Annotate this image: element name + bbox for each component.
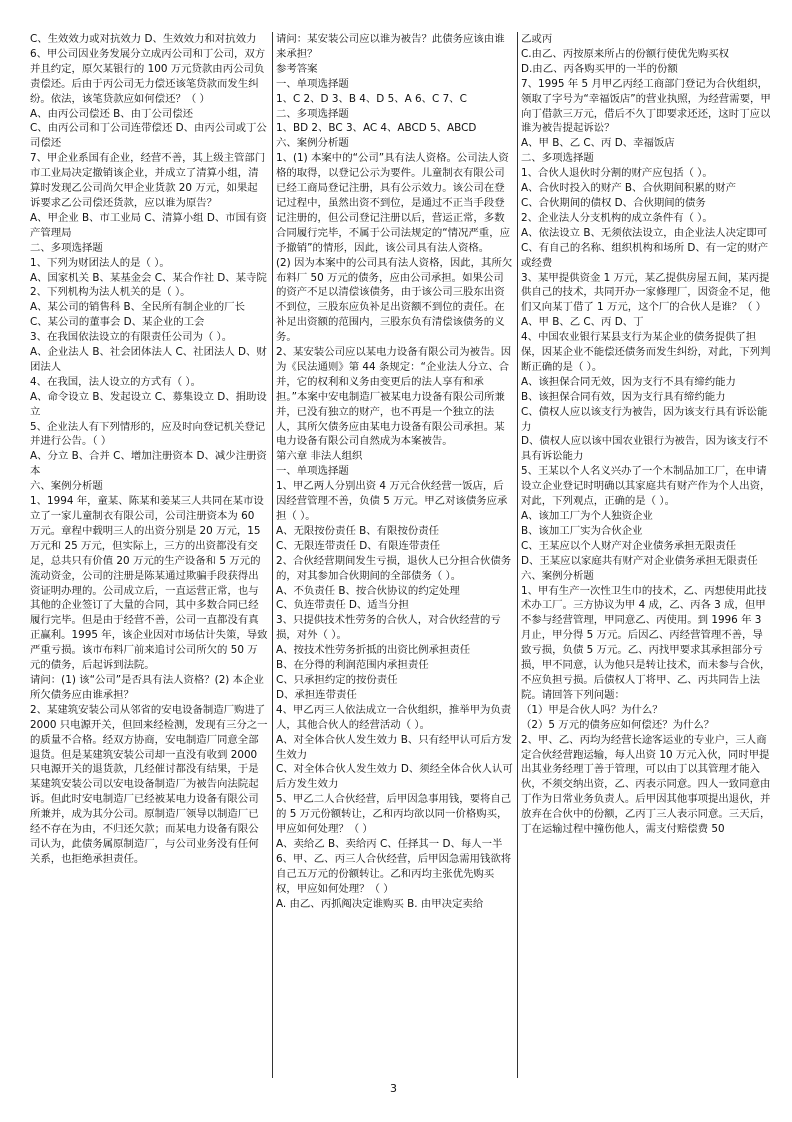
paragraph: 3、在我国依法设立的有限责任公司为（ ）。 xyxy=(30,331,233,344)
paragraph: A、无限按份责任 B、有限按份责任 xyxy=(276,524,440,537)
paragraph: 2、某安装公司应以某电力设备有限公司为被告。因为《民法通则》第 44 条规定：“企业法人分立、合并，它的权利和义务由变更后的法人享有和承担。”本案中安电制造厂被某电力设备有限公司所兼并，已没有独立的财产，也不再是一个独立的法人，其所欠债务应由某电力设备有限公司承担。某电力设备有限公司自然成为本案被告。 xyxy=(276,346,512,448)
paragraph: A. 由乙、丙抓阄决定谁购买 B. 由甲决定卖给 xyxy=(276,897,484,910)
paragraph: 1、BD 2、BC 3、AC 4、ABCD 5、ABCD xyxy=(276,122,477,135)
paragraph: A、某公司的销售科 B、全民所有制企业的厂长 xyxy=(30,301,245,314)
paragraph: 2、甲、乙、丙均为经营长途客运业的专业户，三人商定合伙经营跑运输，每人出资 10 万元入伙，同时甲提出其业务经理丁善于管理，可以由丁以其管理才能入伙，不须交纳出资，乙、丙表示同意。四人一致同意由丁作为日常业务负责人。后甲因其他事项提出退伙，并放弃在合伙中的份额，乙丙丁三人表示同意。三天后，丁在运输过程中撞伤他人，需支付赔偿费 50 xyxy=(521,733,771,836)
paragraph: 1、合伙人退伙时分割的财产应包括（ ）。 xyxy=(521,167,713,180)
paragraph: 第六章 非法人组织 xyxy=(276,450,363,463)
paragraph: 5、王某以个人名义兴办了一个木制品加工厂，在申请设立企业登记时明确以其家庭共有财产作为个人出资，对此，下列观点，正确的是（ ）。 xyxy=(521,465,771,508)
paragraph: C、生效效力或对抗效力 D、生效效力和对抗效力 xyxy=(30,33,257,45)
paragraph: 六、案例分析题 xyxy=(521,569,594,582)
page-number: 3 xyxy=(390,1082,397,1095)
paragraph: 2、某建筑安装公司从邻省的安电设备制造厂购进了 2000 只电源开关，但回来经检测，发现有三分之一的质量不合格。经双方协商，安电制造厂同意全部退货。但是某建筑安装公司却一直没有收到 2000 只电源开关的退货款，几经催讨都没有结果，于是某建筑安装公司以安电设备制造厂为被告向法院起诉。但此时安电制造厂已经被某电力设备有限公司所兼并，成为其分公司。原制造厂领导以制造厂已经不存在为由，不归还欠款；而某电力设备有限公司认为，此债务属原制造厂，与公司业务没有任何关系，也拒绝承担责任。 xyxy=(30,703,268,865)
paragraph: A、该担保合同无效，因为支行不具有缔约能力 xyxy=(521,375,736,388)
paragraph: A、不负责任 B、按合伙协议的约定处理 xyxy=(276,584,460,597)
paragraph: A、甲企业 B、市工业局 C、清算小组 D、市国有资产管理局 xyxy=(30,211,267,239)
paragraph: C、只承担约定的按份责任 xyxy=(276,673,398,686)
paragraph: A、由丙公司偿还 B、由丁公司偿还 xyxy=(30,107,194,120)
document-page xyxy=(30,32,770,1072)
paragraph: A、分立 B、合并 C、增加注册资本 D、减少注册资本 xyxy=(30,450,267,478)
paragraph: C、由丙公司和丁公司连带偿还 D、由丙公司或丁公司偿还 xyxy=(30,122,267,150)
paragraph: （1）甲是合伙人吗？为什么？ xyxy=(521,703,663,716)
paragraph: A、国家机关 B、某基金会 C、某合作社 D、某寺院 xyxy=(30,271,267,284)
paragraph: 5、企业法人有下列情形的，应及时向登记机关登记并进行公告。（ ） xyxy=(30,420,266,448)
paragraph: 1、1994 年，童某、陈某和姜某三人共同在某市设立了一家儿童制衣有限公司，公司注册资本为 60 万元。章程中载明三人的出资分别是 20 万元，15 万元和 25 万元，但实际上，三方的出资都没有交足，总共只有价值 20 万元的生产设备和 5 万元的流动资金，公司的注册是陈某通过欺骗手段获得出资证明办理的。公司成立后，一直运营正常，也与其他的企业签订了大量的合同，其中多数合同已经履行完毕。但是由于经营不善，公司一直都没有真正赢利。1995 年，该企业因对市场估计失策，导致严重亏损。该市布料厂前来追讨公司所欠的 50 万元的债务，后起诉到法院。 xyxy=(30,495,268,672)
paragraph: 乙或丙 xyxy=(521,33,553,45)
paragraph: 二、多项选择题 xyxy=(30,241,103,254)
paragraph: 一、单项选择题 xyxy=(276,77,349,90)
paragraph: A、该加工厂为个人独资企业 xyxy=(521,510,653,522)
paragraph: 二、多项选择题 xyxy=(276,107,349,120)
paragraph: A、企业法人 B、社会团体法人 C、社团法人 D、财团法人 xyxy=(30,346,267,373)
paragraph: A、合伙时投入的财产 B、合伙期间积累的财产 xyxy=(521,182,736,195)
column-divider xyxy=(272,32,273,1078)
paragraph: 4、在我国，法人设立的方式有（ ）。 xyxy=(30,375,201,388)
paragraph: A、甲 B、乙 C、丙 D、丁 xyxy=(521,316,644,329)
paragraph: B、该加工厂实为合伙企业 xyxy=(521,524,643,537)
paragraph: （2）5 万元的债务应如何偿还？为什么？ xyxy=(521,718,715,731)
paragraph: C、某公司的董事会 D、某企业的工会 xyxy=(30,316,205,329)
paragraph: B、该担保合同有效，因为支行具有缔约能力 xyxy=(521,390,726,403)
paragraph: 请问：(1) 该“公司”是否具有法人资格？(2) 本企业所欠债务应由谁承担？ xyxy=(30,673,264,701)
paragraph: B、在分得的利润范围内承担责任 xyxy=(276,659,429,672)
paragraph: 2、下列机构为法人机关的是（ ）。 xyxy=(30,286,191,299)
paragraph: C、王某应以个人财产对企业债务承担无限责任 xyxy=(521,539,737,552)
paragraph: C、负连带责任 D、适当分担 xyxy=(276,599,409,612)
paragraph: 4、甲乙丙三人依法成立一合伙组织，推举甲为负责人，其他合伙人的经营活动（ ）。 xyxy=(276,703,512,731)
paragraph: 六、案例分析题 xyxy=(30,480,103,493)
paragraph: 3、某甲提供资金 1 万元，某乙提供房屋五间，某丙提供自己的技术，共同开办一家修理厂，因资金不足，他们又向某丁借了 1 万元，这个厂的合伙人是谁？（ ） xyxy=(521,271,771,314)
paragraph: C.由乙、丙按原来所占的份额行使优先购买权 xyxy=(521,47,729,60)
paragraph: 6、甲、乙、丙三人合伙经营，后甲因急需用钱欲将自己五万元的份额转让。乙和丙均主张优先购买权，甲应如何处理？（ ） xyxy=(276,852,512,895)
paragraph: 1、下列为财团法人的是（ ）。 xyxy=(30,256,170,269)
paragraph: 一、单项选择题 xyxy=(276,465,349,478)
paragraph: D.由乙、丙各购买甲的一半的份额 xyxy=(521,62,678,75)
paragraph: 1、C 2、D 3、B 4、D 5、A 6、C 7、C xyxy=(276,92,467,105)
paragraph: (2) 因为本案中的公司具有法人资格，因此，其所欠布料厂 50 万元的债务，应由公司承担。如果公司的资产不足以清偿该债务，由于该公司三股东出资不到位，三股东应负补足出资额不到位的责任。在补足出资额的范围内，三股东负有清偿该债务的义务。 xyxy=(276,256,513,344)
paragraph: C、有自己的名称、组织机构和场所 D、有一定的财产或经费 xyxy=(521,241,769,269)
paragraph: 参考答案 xyxy=(276,62,318,75)
text-column-2 xyxy=(276,32,514,1072)
paragraph: C、无限连带责任 D、有限连带责任 xyxy=(276,539,441,552)
paragraph: 2、合伙经营期间发生亏损，退伙人已分担合伙债务的，对其参加合伙期间的全部债务（ ）。 xyxy=(276,554,512,582)
paragraph: 7、1995 年 5 月甲乙丙经工商部门登记为合伙组织，领取了字号为“幸福饭店”的营业执照，为经营需要，甲向丁借款三万元，借后不久丁即要求还还，这时丁应以谁为被告提起诉讼？ xyxy=(521,77,771,135)
column-divider xyxy=(517,32,518,1078)
paragraph: A、卖给乙 B、卖给丙 C、任择其一 D、每人一半 xyxy=(276,837,503,850)
paragraph: 2、企业法人分支机构的成立条件有（ ）。 xyxy=(521,211,713,224)
paragraph: D、承担连带责任 xyxy=(276,688,357,701)
paragraph: C、合伙期间的债权 D、合伙期间的债务 xyxy=(521,196,706,209)
paragraph: 六、案例分析题 xyxy=(276,137,349,150)
paragraph: D、债权人应以该中国农业银行为被告，因为该支行不具有诉讼能力 xyxy=(521,435,768,463)
paragraph: 请问：某安装公司应以谁为被告？此债务应该由谁来承担？ xyxy=(276,33,505,60)
paragraph: 二、多项选择题 xyxy=(521,152,594,165)
paragraph: A、按技术性劳务折抵的出资比例承担责任 xyxy=(276,644,471,657)
paragraph: C、债权人应以该支行为被告，因为该支行具有诉讼能力 xyxy=(521,405,768,433)
paragraph: 4、中国农业银行某县支行为某企业的债务提供了担保，因某企业不能偿还债务而发生纠纷，对此，下列判断正确的是（ ）。 xyxy=(521,331,771,373)
paragraph: 1、(1) 本案中的“公司”具有法人资格。公司法人资格的取得，以登记公示为要件。儿童制衣有限公司已经工商局登记注册，具有公示效力。该公司在登记过程中，虽然出资不到位，是通过不正当手段登记注册的，但公司登记注册以后，营运正常，多数合同履行完毕，不属于公司法规定的“情况严重，应予撤销”的情形，因此，该公司具有法人资格。 xyxy=(276,152,510,254)
paragraph: 7、甲企业系国有企业，经营不善，其上级主管部门市工业局决定撤销该企业，并成立了清算小组，清算时发现乙公司尚欠甲企业货款 20 万元，如果起诉要求乙公司偿还货款，应以谁为原告？ xyxy=(30,152,266,209)
paragraph: A、依法设立 B、无须依法设立，由企业法人决定即可 xyxy=(521,226,768,239)
paragraph: A、命令设立 B、发起设立 C、募集设立 D、捐助设立 xyxy=(30,390,267,418)
paragraph: A、对全体合伙人发生效力 B、只有经甲认可后方发生效力 xyxy=(276,733,512,761)
paragraph: A、甲 B、乙 C、丙 D、幸福饭店 xyxy=(521,137,675,150)
paragraph: C、对全体合伙人发生效力 D、须经全体合伙人认可后方发生效力 xyxy=(276,763,513,791)
paragraph: 6、甲公司因业务发展分立成丙公司和丁公司，双方并且约定，原欠某银行的 100 万元贷款由丙公司负责偿还。后由于丙公司无力偿还该笔贷款而发生纠纷。依法，该笔贷款应如何偿还？（ ） xyxy=(30,47,266,105)
paragraph: D、王某应以家庭共有财产对企业债务承担无限责任 xyxy=(521,554,758,567)
text-column-1 xyxy=(30,32,268,1072)
paragraph: 1、甲乙两人分别出资 4 万元合伙经营一饭店，后因经营管理不善，负债 5 万元。甲乙对该债务应承担（ ）。 xyxy=(276,480,508,522)
paragraph: 3、只提供技术性劳务的合伙人，对合伙经营的亏损，对外（ ）。 xyxy=(276,614,501,642)
text-column-3 xyxy=(521,32,771,1072)
paragraph: 5、甲乙二人合伙经营，后甲因急事用钱，要将自己的 5 万元份额转让，乙和丙均欲以同一价格购买，甲应如何处理？（ ） xyxy=(276,793,512,836)
paragraph: 1、甲有生产一次性卫生巾的技术，乙、丙想使用此技术办工厂。三方协议为甲 4 成，乙、丙各 3 成，但甲不参与经营管理，甲同意乙、丙使用。到 1996 年 3 月止，甲分得 5 万元。后因乙、丙经营管理不善，导致亏损，负债 5 万元。乙、丙找甲要求其承担部分亏损，甲不同意，认为他只是转让技术，而未参与合伙，不应负担亏损。后债权人丁将甲、乙、丙共同告上法院。请回答下列问题： xyxy=(521,584,771,701)
